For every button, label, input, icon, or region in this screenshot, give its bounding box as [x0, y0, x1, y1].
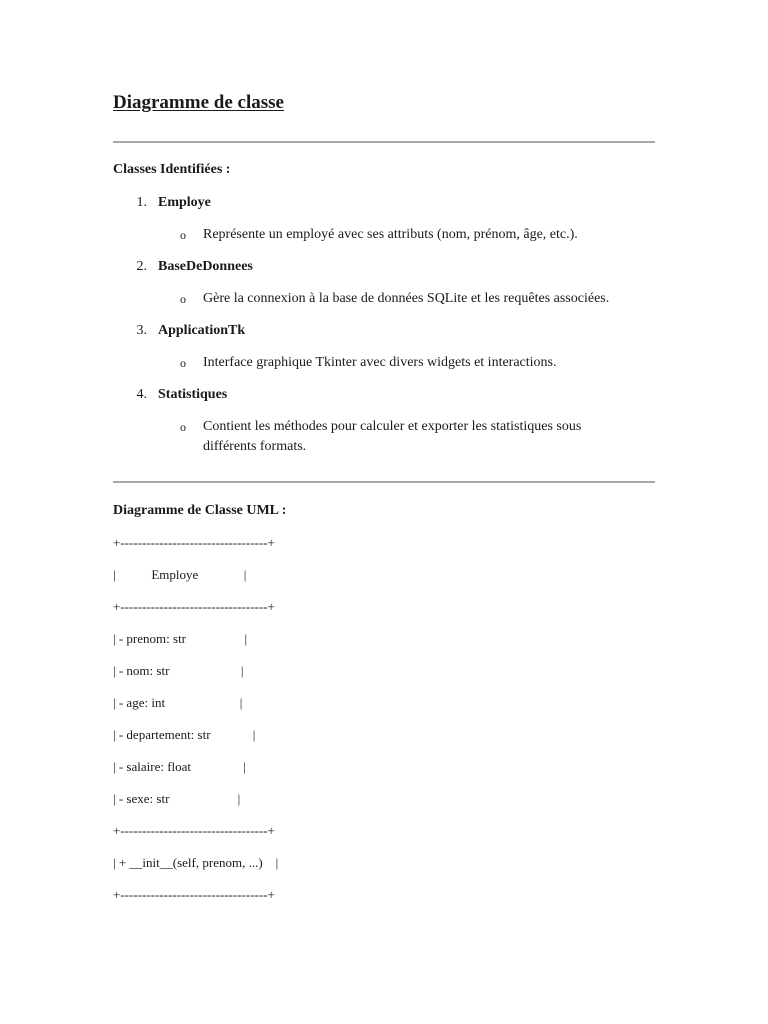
horizontal-divider	[113, 481, 655, 483]
class-name-employe: Employe	[158, 195, 211, 210]
list-number: 2.	[136, 259, 147, 274]
classes-section-heading: Classes Identifiées :	[113, 162, 231, 177]
uml-border-line: +----------------------------------+	[113, 887, 275, 902]
uml-border-line: +----------------------------------+	[113, 535, 275, 550]
class-description-line2: différents formats.	[203, 439, 307, 454]
uml-class-name-line: | Employe |	[113, 567, 247, 582]
uml-attribute-line: | - nom: str |	[113, 663, 244, 678]
bullet-icon: o	[180, 420, 186, 434]
class-description-line1: Contient les méthodes pour calculer et exporter les statistiques sous	[203, 419, 582, 434]
uml-attribute-line: | - prenom: str |	[113, 631, 248, 646]
class-name-statistiques: Statistiques	[158, 387, 228, 402]
uml-border-line: +----------------------------------+	[113, 599, 275, 614]
uml-attribute-line: | - sexe: str |	[113, 791, 241, 806]
bullet-icon: o	[180, 356, 186, 370]
bullet-icon: o	[180, 292, 186, 306]
list-number: 3.	[136, 323, 147, 338]
bullet-icon: o	[180, 228, 186, 242]
class-name-applicationtk: ApplicationTk	[158, 323, 246, 338]
class-description: Représente un employé avec ses attributs (nom, prénom, âge, etc.).	[203, 227, 578, 242]
class-name-basededonnees: BaseDeDonnees	[158, 259, 253, 274]
document-title: Diagramme de classe	[113, 92, 284, 113]
horizontal-divider	[113, 141, 655, 143]
uml-attribute-line: | - departement: str |	[113, 727, 256, 742]
uml-attribute-line: | - age: int |	[113, 695, 243, 710]
list-number: 1.	[136, 195, 147, 210]
uml-attribute-line: | - salaire: float |	[113, 759, 246, 774]
class-description: Interface graphique Tkinter avec divers widgets et interactions.	[203, 355, 557, 370]
list-number: 4.	[136, 387, 147, 402]
uml-method-line: | + __init__(self, prenom, ...) |	[113, 855, 279, 870]
class-description: Gère la connexion à la base de données SQLite et les requêtes associées.	[203, 291, 610, 306]
uml-border-line: +----------------------------------+	[113, 823, 275, 838]
uml-section-heading: Diagramme de Classe UML :	[113, 503, 287, 518]
